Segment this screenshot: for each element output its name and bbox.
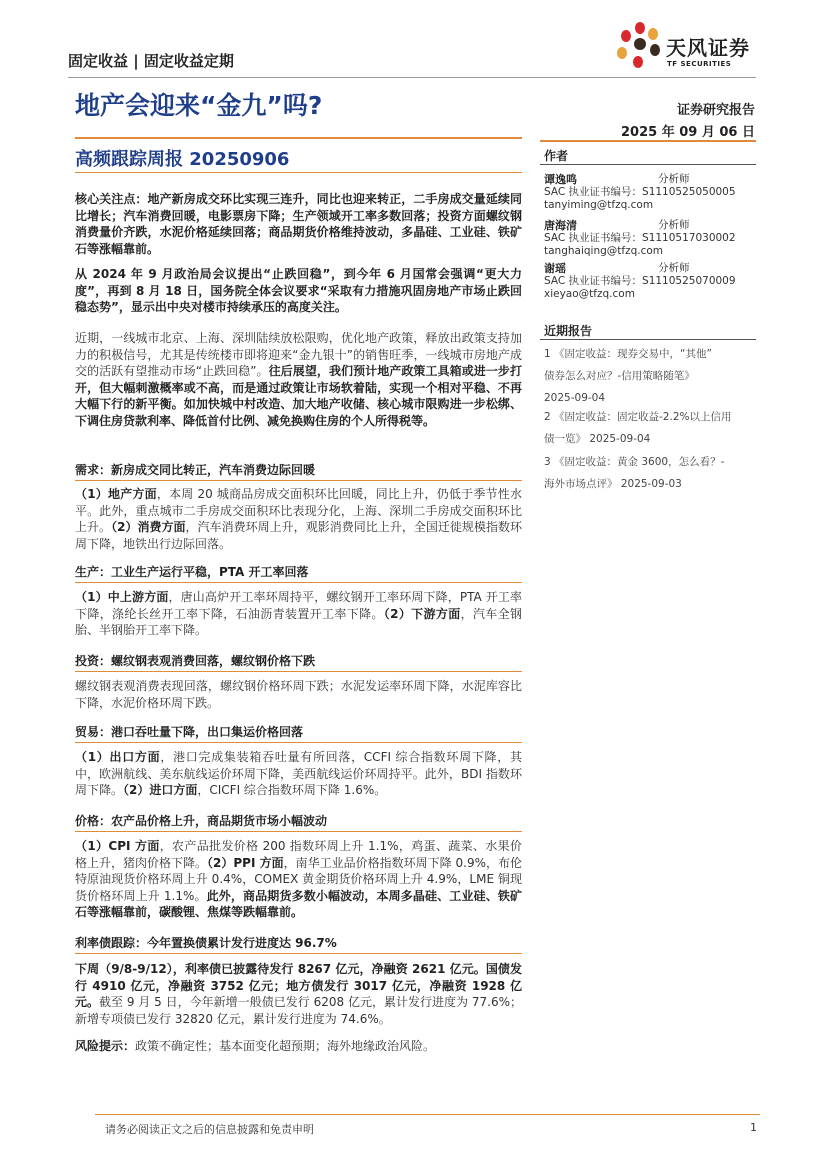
author-card xyxy=(544,173,764,212)
recent-reports-heading: 近期报告 xyxy=(544,324,593,338)
risk-label: 风险提示： xyxy=(75,1039,136,1053)
report-type: 证券研究报告 xyxy=(676,103,755,118)
recent-report-date: 2025-09-04 xyxy=(544,392,606,404)
section-heading-production: 生产：工业生产运行平稳，PTA 开工率回落 xyxy=(75,565,309,579)
section-heading-trade: 贸易：港口吞吐量下降，出口集运价格回落 xyxy=(75,725,304,739)
prices-bold-summary: 此外，商品期货多数小幅波动，本周多晶硅、工业硅、铁矿石等涨幅靠前，碳酸锂、焦煤等跌幅靠前。 xyxy=(75,888,522,920)
recent-report-line: 债一览》 2025-09-04 xyxy=(544,433,651,445)
author-card xyxy=(544,219,764,258)
recent-report-item[interactable] xyxy=(544,406,764,450)
page-subtitle: 高频跟踪周报 20250906 xyxy=(75,149,290,170)
production-label-2: （2）下游方面 xyxy=(383,606,461,621)
prices-text-2: ，南华工业品价格指数环周下降 0.9%，布伦特原油现货价格环周上升 0.4%，COMEX 黄金期货价格环周上升 4.9%，LME 铜现货价格环周上升 1.1%。 xyxy=(75,855,522,903)
trade-text-1: ，港口完成集装箱吞吐量有所回落，CCFI 综合指数环周下降，其中，欧洲航线、美东航线运价环周下降，美西航线运价环周持平。此外，BDI 指数环周下降。 xyxy=(75,750,522,798)
author-email[interactable]: tanghaiqing@tfzq.com xyxy=(544,245,664,257)
prices-label-1: （1）CPI 方面 xyxy=(75,839,160,853)
recent-report-item[interactable] xyxy=(544,343,764,409)
header-divider xyxy=(68,77,756,78)
demand-text-2: ，汽车消费环周上升，观影消费同比上升，全国迁徙规模指数环周下降，地铁出行边际回落。 xyxy=(75,520,522,551)
page-number: 1 xyxy=(750,1121,757,1134)
demand-label-1: （1）地产方面 xyxy=(75,487,157,501)
title-divider xyxy=(75,137,522,139)
trade-text-2: ，CICFI 综合指数环周下降 1.6%。 xyxy=(197,783,387,798)
footer-disclaimer[interactable]: 请务必阅读正文之后的信息披露和免责申明 xyxy=(105,1123,314,1136)
author-name: 谭逸鸣 xyxy=(544,173,577,186)
recent-report-item[interactable] xyxy=(544,451,764,495)
author-card xyxy=(544,262,764,301)
prices-paragraph xyxy=(75,838,522,921)
section-divider xyxy=(75,953,522,954)
author-role: 分析师 xyxy=(658,173,690,185)
risk-paragraph xyxy=(75,1038,522,1055)
page-title: 地产会迎来“金九”吗? xyxy=(75,91,323,120)
report-date: 2025 年 09 月 06 日 xyxy=(621,125,755,140)
production-text-1: ，唐山高炉开工率环周持平，螺纹钢开工率环周下降，PTA 开工率下降，涤纶长丝开工率下降，石油沥青装置开工率下降。 xyxy=(75,590,522,621)
author-role: 分析师 xyxy=(658,262,690,274)
sidebar-top-divider xyxy=(540,140,756,142)
report-category: 固定收益 | 固定收益定期 xyxy=(68,52,234,70)
outlook-bold-text: 往后展望，我们预计地产政策工具箱或进一步打开，但大幅刺激概率或不高，而是通过政策让市场软着陆，实现一个相对平稳、不再大幅下行的新平衡。如加快城中村改造、加大地产收储、核心城市限购进一步松绑、下调住房贷款利率、降低首付比例、减免换购住房的个人所得税等。 xyxy=(75,364,522,428)
author-email[interactable]: xieyao@tfzq.com xyxy=(544,288,635,300)
rate-bonds-text: 截至 9 月 5 日，今年新增一般债已发行 6208 亿元，累计发行进度为 77.6%；新增专项债已发行 32820 亿元，累计发行进度为 74.6%。 xyxy=(75,995,522,1026)
policy-text: 从 2024 年 9 月政治局会议提出“止跌回稳”，到今年 6 月国常会强调“更大力度”，再到 8 月 18 日，国务院全体会议要求“采取有力措施巩固房地产市场止跌回稳态势”，显示出中央对楼市持续承压的高度关注。 xyxy=(75,267,522,315)
section-heading-prices: 价格：农产品价格上升，商品期货市场小幅波动 xyxy=(75,814,328,828)
section-divider xyxy=(75,582,522,583)
author-role: 分析师 xyxy=(658,219,690,231)
recent-report-line: 3 《固定收益：黄金 3600，怎么看？- xyxy=(544,456,725,468)
section-heading-demand: 需求：新房成交同比转正，汽车消费边际回暖 xyxy=(75,463,316,477)
logo-petals-icon xyxy=(610,20,666,72)
logo-name: 天风证券 xyxy=(666,36,750,60)
outlook-paragraph xyxy=(75,330,522,430)
risk-text: 政策不确定性；基本面变化超预期；海外地缘政治风险。 xyxy=(135,1039,436,1053)
recent-report-line: 1 《固定收益：现券交易中，“其他” xyxy=(544,348,712,360)
recent-report-line: 2 《固定收益：固定收益-2.2%以上信用 xyxy=(544,411,732,423)
investment-paragraph xyxy=(75,678,522,711)
prices-label-2: （2）PPI 方面 xyxy=(207,855,284,870)
author-name: 谢瑶 xyxy=(544,262,566,275)
footer-divider xyxy=(95,1114,760,1115)
section-divider xyxy=(75,831,522,832)
author-cert: SAC 执业证书编号：S1110525050005 xyxy=(544,186,736,198)
authors-heading: 作者 xyxy=(544,149,569,163)
key-points-paragraph xyxy=(75,191,522,257)
author-name: 唐海清 xyxy=(544,219,577,232)
section-divider xyxy=(75,742,522,743)
recent-report-line: 债券怎么对应？-信用策略随笔》 xyxy=(544,370,695,382)
section-heading-rate-bonds: 利率债跟踪：今年置换债累计发行进度达 96.7% xyxy=(75,936,337,950)
company-logo xyxy=(610,20,666,72)
recent-report-line: 海外市场点评》 2025-09-03 xyxy=(544,478,682,490)
production-text-2: ，汽车全钢胎、半钢胎开工率下降。 xyxy=(75,606,522,638)
production-label-1: （1）中上游方面 xyxy=(75,590,169,604)
section-divider xyxy=(75,480,522,481)
rate-bonds-paragraph xyxy=(75,961,522,1027)
trade-label-2: （2）进口方面 xyxy=(123,783,198,798)
production-paragraph xyxy=(75,589,522,639)
investment-text: 螺纹钢表观消费表现回落，螺纹钢价格环周下跌；水泥发运率环周下降，水泥库容比下降，水泥价格环周下跌。 xyxy=(75,679,522,710)
subtitle-divider xyxy=(75,172,522,173)
demand-label-2: （2）消费方面 xyxy=(111,520,186,535)
policy-paragraph xyxy=(75,266,522,316)
section-divider xyxy=(75,671,522,672)
prices-text-1: ，农产品批发价格 200 指数环周上升 1.1%，鸡蛋、蔬菜、水果价格上升，猪肉价格下降。 xyxy=(75,839,522,870)
key-points-text: 核心关注点：地产新房成交环比实现三连升，同比也迎来转正，二手房成交量延续同比增长；汽车消费回暖，电影票房下降；生产领域开工率多数回落；投资方面螺纹钢消费量价齐跌，水泥价格延续回落；商品期货价格维持波动，多晶硅、工业硅、铁矿石等涨幅靠前。 xyxy=(75,192,522,256)
outlook-text: 近期，一线城市北京、上海、深圳陆续放松限购，优化地产政策，释放出政策支持加力的积极信号，尤其是传统楼市即将迎来“金九银十”的销售旺季，一线城市房地产成交的活跃有望推动市场“止跌回稳”。 xyxy=(75,331,522,379)
author-cert: SAC 执业证书编号：S1110517030002 xyxy=(544,232,736,244)
section-heading-investment: 投资：螺纹钢表观消费回落，螺纹钢价格下跌 xyxy=(75,654,316,668)
author-email[interactable]: tanyiming@tfzq.com xyxy=(544,199,654,211)
demand-paragraph xyxy=(75,486,522,552)
trade-label-1: （1）出口方面 xyxy=(75,750,161,764)
rate-bonds-bold-text: 下周（9/8-9/12），利率债已披露待发行 8267 亿元，净融资 2621 亿元。国债发行 4910 亿元，净融资 3752 亿元；地方债发行 3017 亿元，净融资 1928 亿元。 xyxy=(75,962,522,1010)
authors-divider xyxy=(540,164,756,165)
logo-english-name: TF SECURITIES xyxy=(667,60,732,68)
trade-paragraph xyxy=(75,749,522,799)
recent-reports-divider xyxy=(540,339,756,340)
author-cert: SAC 执业证书编号：S1110525070009 xyxy=(544,275,736,287)
demand-text-1: ，本周 20 城商品房成交面积环比回暖，同比上升，仍低于季节性水平。此外，重点城市二手房成交面积环比表现分化，上海、深圳二手房成交面积环比上升。 xyxy=(75,487,522,535)
